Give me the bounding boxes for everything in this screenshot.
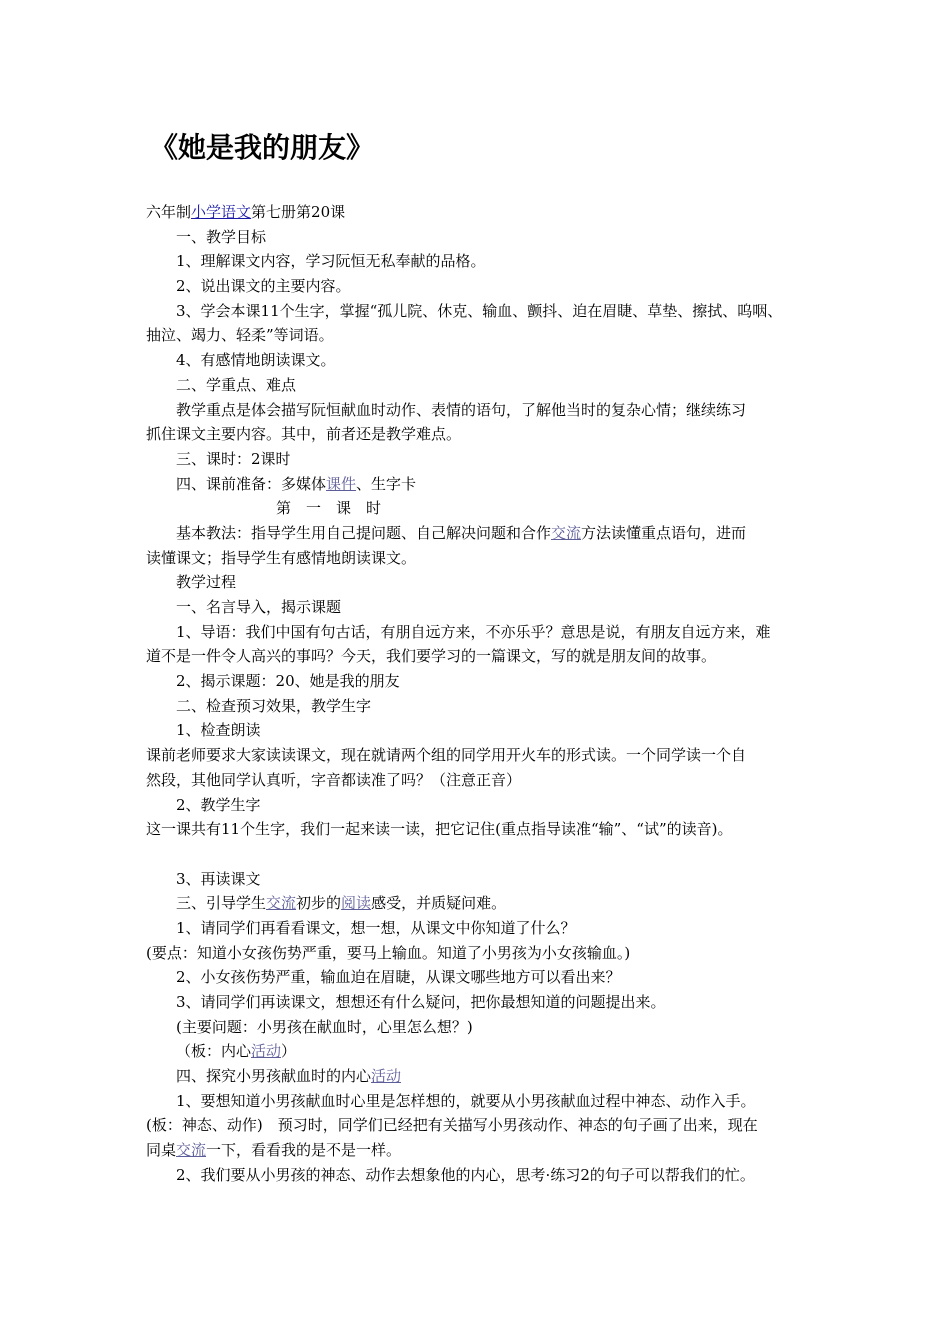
text-span: 第七册第20课 <box>251 203 346 221</box>
text-span: 3、学会本课11个生字，掌握“孤儿院、休克、输血、颤抖、迫在眉睫、草垫、擦拭、呜咽、 <box>176 301 783 320</box>
text-span: ） <box>281 1042 297 1061</box>
inline-link[interactable]: 活动 <box>251 1042 282 1061</box>
text-span: 2、小女孩伤势严重，输血迫在眉睫，从课文哪些地方可以看出来？ <box>176 968 621 987</box>
text-line <box>146 398 826 423</box>
text-span: 一、名言导入，揭示课题 <box>176 598 342 616</box>
text-line <box>146 867 826 892</box>
text-span: 二、检查预习效果，教学生字 <box>176 696 372 715</box>
inline-link[interactable]: 交流 <box>176 1141 207 1160</box>
text-span: 4、有感情地朗读课文。 <box>176 351 336 370</box>
text-line <box>146 1039 826 1064</box>
text-span: 初步的 <box>296 894 342 913</box>
text-line <box>146 521 826 546</box>
text-span: 感受，并质疑问难。 <box>371 894 507 913</box>
text-span: 道不是一件令人高兴的事吗？今天，我们要学习的一篇课文，写的就是朋友间的故事。 <box>146 647 717 666</box>
text-span: 一下，看看我的是不是一样。 <box>206 1141 402 1160</box>
text-span: 2、揭示课题：20、她是我的朋友 <box>176 672 400 691</box>
text-span: 3、再读课文 <box>176 869 261 888</box>
text-span: 、生字卡 <box>356 474 417 493</box>
text-line <box>146 496 826 521</box>
text-span: 3、请同学们再读课文，想想还有什么疑问，把你最想知道的问题提出来。 <box>176 993 666 1011</box>
text-span: 课前老师要求大家读读课文，现在就请两个组的同学用开火车的形式读。一个同学读一个自 <box>146 746 747 765</box>
text-span: 三、引导学生 <box>176 894 267 913</box>
text-line <box>146 891 826 916</box>
text-span: 六年制 <box>146 203 192 221</box>
text-span: （板：内心 <box>176 1042 252 1061</box>
text-line <box>146 990 826 1015</box>
text-span: 同桌 <box>146 1141 177 1160</box>
text-line <box>146 570 826 595</box>
text-line <box>146 743 826 768</box>
text-span: 1、理解课文内容，学习阮恒无私奉献的品格。 <box>176 252 486 271</box>
text-line <box>146 299 826 324</box>
text-line <box>146 323 826 348</box>
inline-link[interactable]: 交流 <box>266 894 297 913</box>
text-line <box>146 916 826 941</box>
text-line <box>146 546 826 571</box>
inline-link[interactable]: 课件 <box>326 474 357 493</box>
text-line <box>146 669 826 694</box>
text-line <box>146 644 826 669</box>
text-line <box>146 718 826 743</box>
text-span: 1、导语：我们中国有句古话，有朋自远方来，不亦乐乎？意思是说，有朋友自远方来，难 <box>176 622 771 641</box>
text-line <box>146 1113 826 1138</box>
text-span: 教学重点是体会描写阮恒献血时动作、表情的语句，了解他当时的复杂心情；继续练习 <box>176 400 747 419</box>
text-span: 抓住课文主要内容。其中，前者还是教学难点。 <box>146 425 462 444</box>
text-span: 2、我们要从小男孩的神态、动作去想象他的内心，思考·练习2的句子可以帮我们的忙。 <box>176 1165 755 1184</box>
text-line <box>146 941 826 966</box>
text-line <box>146 768 826 793</box>
text-line <box>146 1064 826 1089</box>
document-body <box>146 200 826 1188</box>
text-line <box>146 225 826 250</box>
text-span: 第 一 课 时 <box>276 499 382 518</box>
text-line <box>146 620 826 645</box>
text-line <box>146 694 826 719</box>
text-span: 二、学重点、难点 <box>176 375 297 394</box>
text-line <box>146 1138 826 1163</box>
text-line <box>146 274 826 299</box>
blank-line <box>146 842 826 867</box>
inline-link[interactable]: 活动 <box>371 1067 402 1086</box>
text-span: (要点：知道小女孩伤势严重，要马上输血。知道了小男孩为小女孩输血。) <box>146 943 631 962</box>
inline-link[interactable]: 阅读 <box>341 894 372 913</box>
text-span: 这一课共有11个生字，我们一起来读一读，把它记住(重点指导读准“输”、“试”的读音)。 <box>146 820 733 839</box>
document-title: 《她是我的朋友》 <box>150 131 375 164</box>
text-span: 读懂课文；指导学生有感情地朗读课文。 <box>146 548 417 567</box>
text-span: 1、请同学们再看看课文，想一想，从课文中你知道了什么？ <box>176 918 576 937</box>
text-line <box>146 595 826 620</box>
text-span: 三、课时：2课时 <box>176 449 291 468</box>
text-line <box>146 200 826 225</box>
text-span: 教学过程 <box>176 573 237 592</box>
text-line <box>146 472 826 497</box>
text-span: 抽泣、竭力、轻柔”等词语。 <box>146 326 334 345</box>
inline-link[interactable]: 小学语文 <box>191 203 252 221</box>
text-line <box>146 447 826 472</box>
text-line <box>146 422 826 447</box>
text-line <box>146 373 826 398</box>
text-span: 2、说出课文的主要内容。 <box>176 277 351 296</box>
text-line <box>146 965 826 990</box>
text-span: 1、要想知道小男孩献血时心里是怎样想的，就要从小男孩献血过程中神态、动作入手。 <box>176 1091 756 1110</box>
inline-link[interactable]: 交流 <box>551 523 582 542</box>
text-span: 然段，其他同学认真听，字音都读准了吗？（注意正音） <box>146 770 522 789</box>
text-span: 一、教学目标 <box>176 227 267 246</box>
text-span: 方法读懂重点语句，进而 <box>581 523 747 542</box>
text-line <box>146 817 826 842</box>
text-span: (板：神态、动作) 预习时，同学们已经把有关描写小男孩动作、神态的句子画了出来，现在 <box>146 1116 758 1135</box>
text-span: 四、课前准备：多媒体 <box>176 474 327 493</box>
text-span: 四、探究小男孩献血时的内心 <box>176 1067 372 1086</box>
text-line <box>146 1163 826 1188</box>
text-line <box>146 793 826 818</box>
text-line <box>146 1089 826 1114</box>
text-line <box>146 249 826 274</box>
text-line <box>146 348 826 373</box>
text-span: 基本教法：指导学生用自己提问题、自己解决问题和合作 <box>176 523 552 542</box>
text-span: (主要问题：小男孩在献血时，心里怎么想？) <box>176 1017 473 1036</box>
text-span: 2、教学生字 <box>176 795 261 814</box>
text-span: 1、检查朗读 <box>176 721 261 740</box>
text-line <box>146 1015 826 1040</box>
